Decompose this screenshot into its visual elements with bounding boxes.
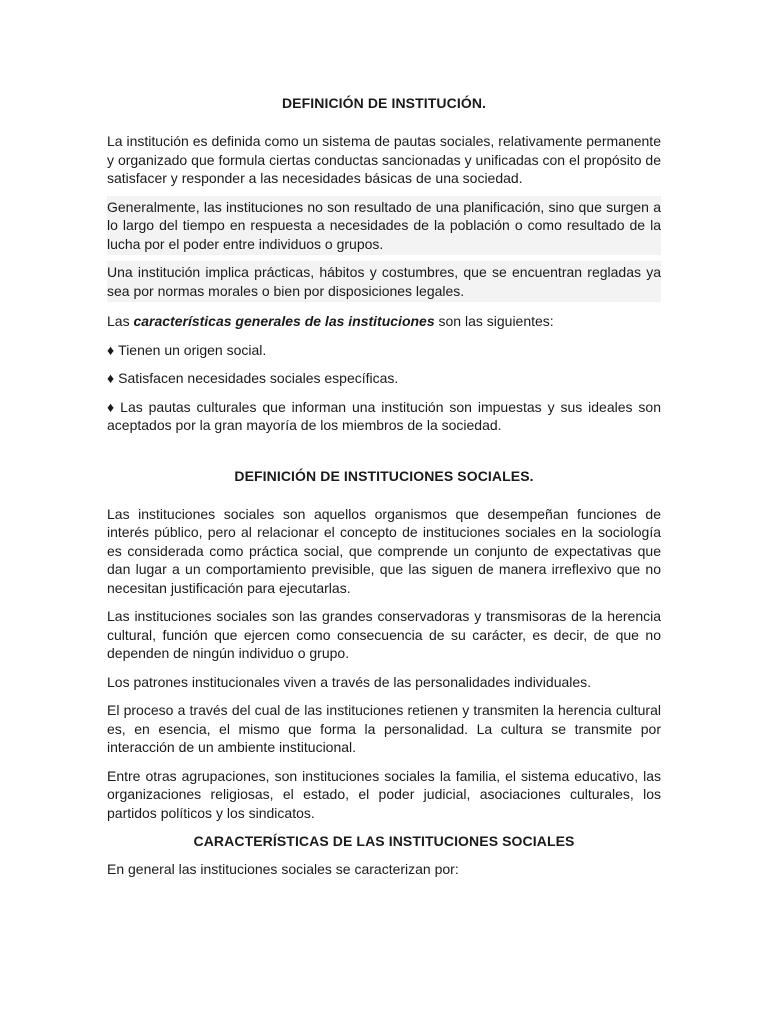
diamond-bullet-icon: ♦ (107, 370, 115, 386)
paragraph-organismos: Las instituciones sociales son aquellos organismos que desempeñan funciones de interés público, pero al relacionar el concepto de instituciones sociales en la sociología es considerada como práctica social, que comprende un conjunto de expectativas que dan lugar a un comportamiento previsible, que las siguen de manera irreflexivo que no necesitan justificación para ejecutarlas. (107, 505, 661, 596)
paragraph-definicion: La institución es definida como un sistema de pautas sociales, relativamente permanente y organizado que formula ciertas conductas sancionadas y unificadas con el propósito de satisfacer y responder a las necesidades básicas de una sociedad. (107, 133, 661, 186)
diamond-bullet-icon: ♦ (107, 341, 115, 358)
bullet-item (107, 369, 661, 388)
paragraph-patrones: Los patrones institucionales viven a través de las personalidades individuales. (107, 673, 592, 690)
intro-emphasis: características generales de las instituciones (133, 313, 435, 329)
bullet-text: Las pautas culturales que informan una institución son impuestas y sus ideales son aceptados por la gran mayoría de los miembros de la sociedad. (107, 398, 661, 433)
paragraph-conservadoras: Las instituciones sociales son las grandes conservadoras y transmisoras de la herencia cultural, función que ejercen como consecuencia de su carácter, es decir, de que no dependen de ningún individuo o grupo. (107, 608, 661, 661)
heading-instituciones-sociales: DEFINICIÓN DE INSTITUCIONES SOCIALES. (234, 467, 534, 484)
bullet-item (107, 398, 661, 435)
paragraph-en-general: En general las instituciones sociales se caracterizan por: (107, 861, 459, 877)
paragraph-proceso: El proceso a través del cual de las instituciones retienen y transmiten la herencia cultural es, en esencia, el mismo que forma la personalidad. La cultura se transmite por interacción de un ambiente institucional. (107, 702, 661, 755)
bullet-text: Tienen un origen social. (118, 341, 267, 358)
paragraph-caracteristicas-intro (107, 312, 661, 331)
paragraph-generalmente: Generalmente, las instituciones no son resultado de una planificación, sino que surgen a lo largo del tiempo en respuesta a necesidades de la población o como resultado de la lucha por el poder entre individuos o grupos. (107, 196, 661, 256)
bullet-item (107, 341, 661, 360)
intro-suffix: son las siguientes: (434, 313, 554, 329)
paragraph-agrupaciones: Entre otras agrupaciones, son instituciones sociales la familia, el sistema educativo, las organizaciones religiosas, el estado, el poder judicial, asociaciones culturales, los partidos políticos y los sindicatos. (107, 767, 661, 821)
bullet-text: Satisfacen necesidades sociales específicas. (118, 370, 399, 386)
paragraph-practicas: Una institución implica prácticas, hábitos y costumbres, que se encuentran regladas ya sea por normas morales o bien por disposiciones legales. (107, 261, 661, 302)
intro-prefix: Las (107, 313, 134, 329)
heading-definicion-institucion: DEFINICIÓN DE INSTITUCIÓN. (281, 95, 487, 111)
diamond-bullet-icon: ♦ (107, 398, 117, 415)
heading-caracteristicas-sociales: CARACTERÍSTICAS DE LAS INSTITUCIONES SOCIALES (193, 833, 575, 849)
